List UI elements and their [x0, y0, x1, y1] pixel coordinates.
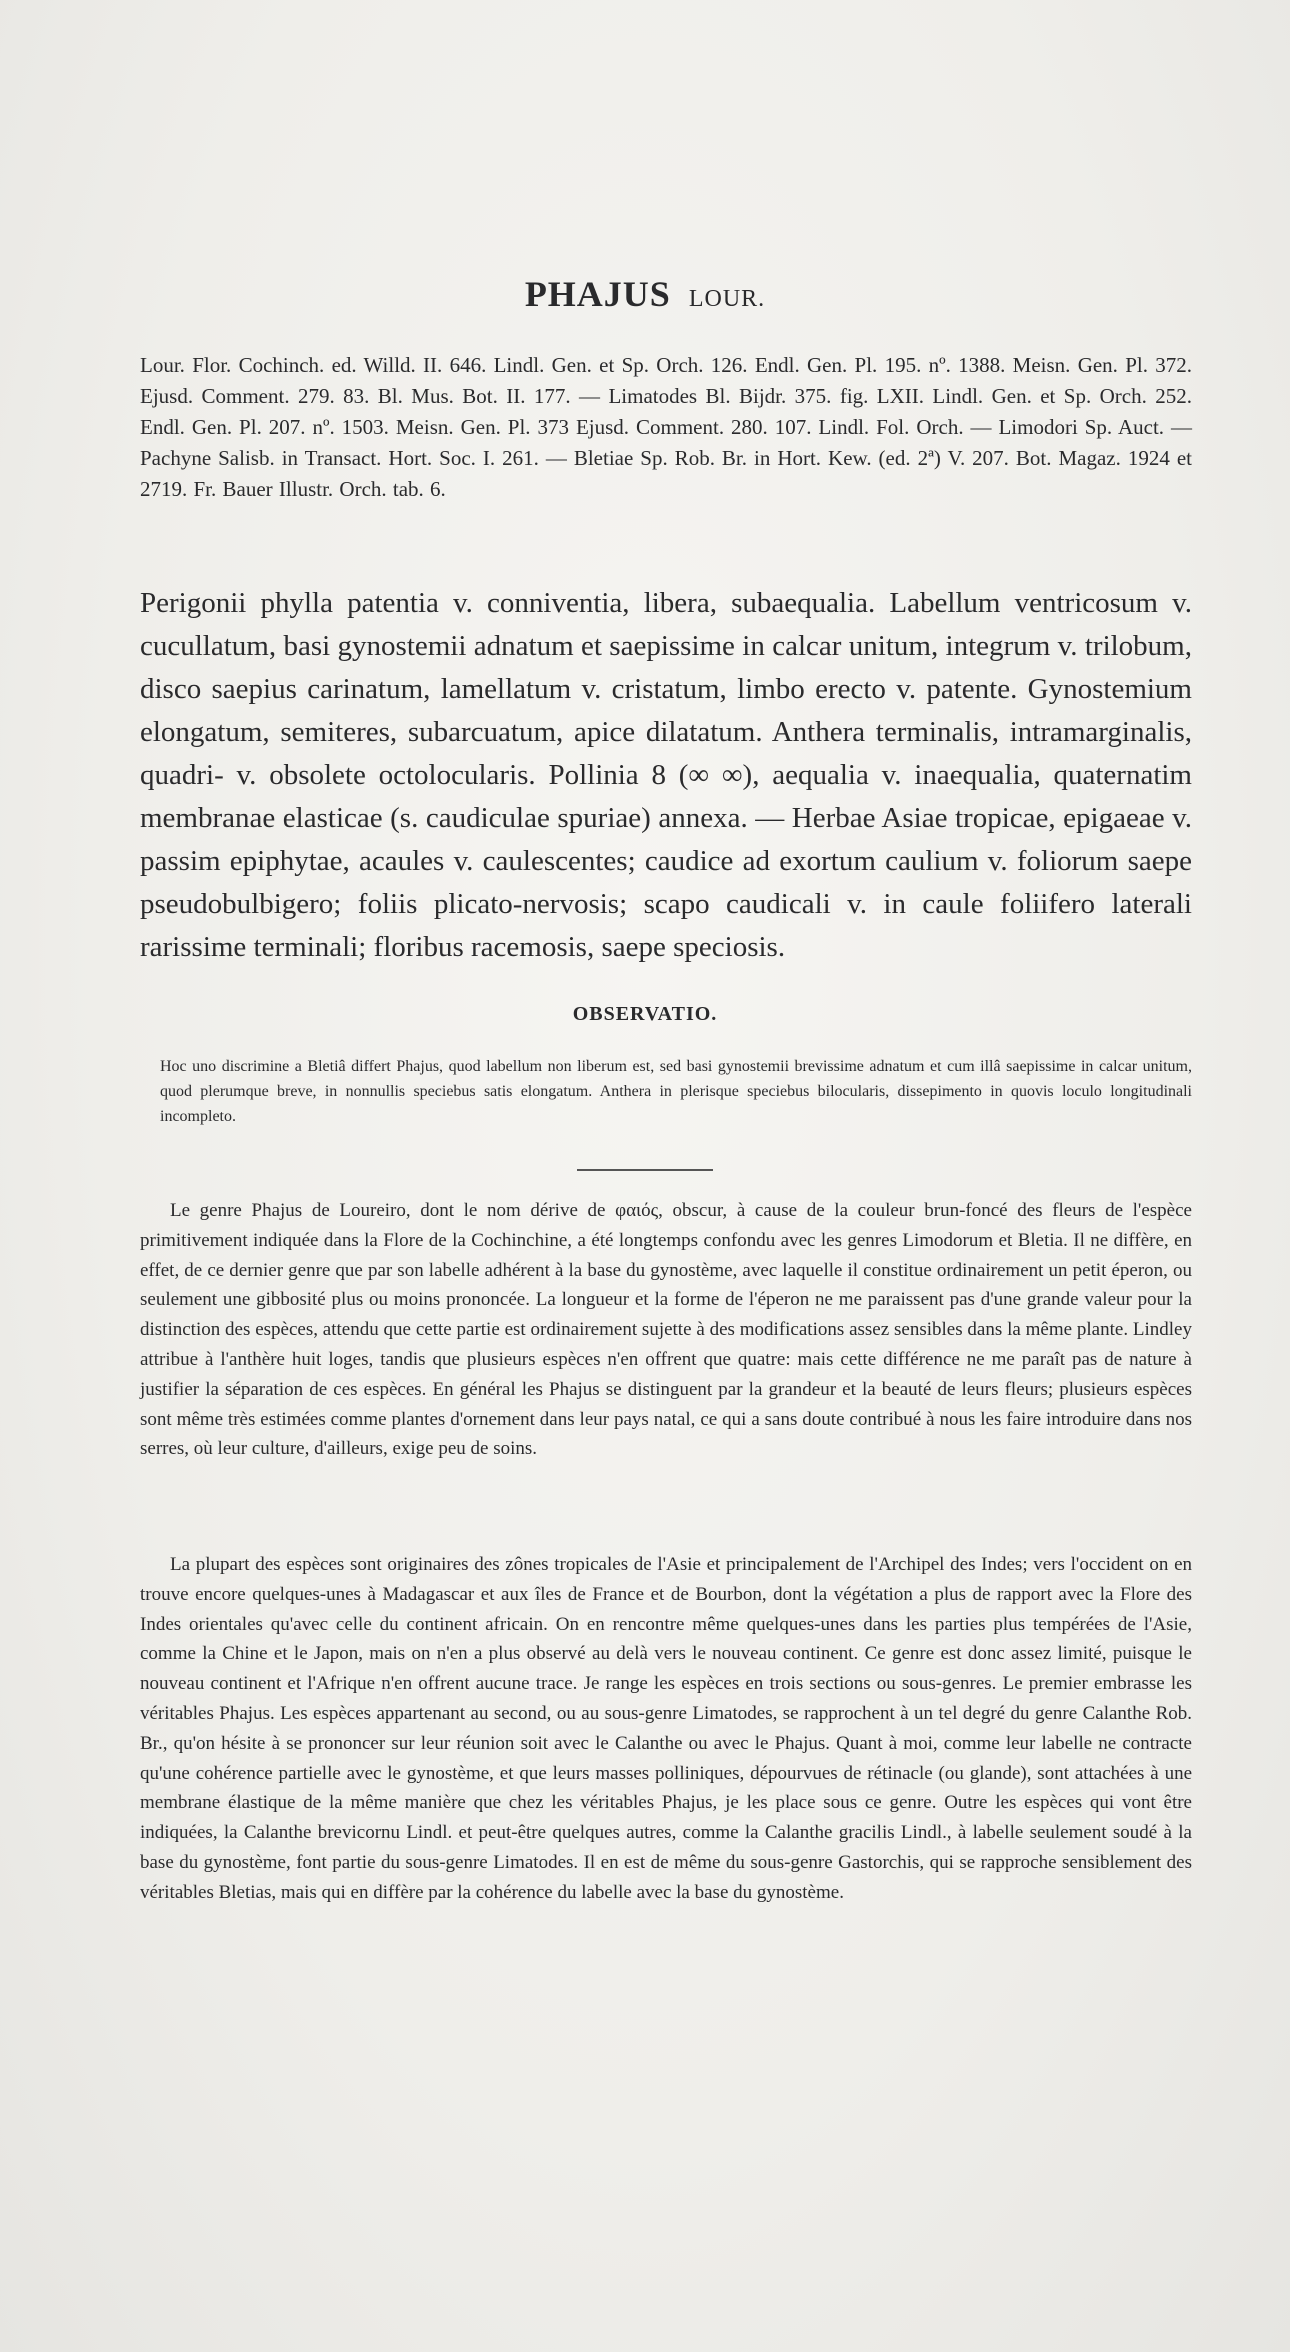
- genus-title: [0, 272, 1290, 321]
- commentary-paragraph-2: La plupart des espèces sont originaires des zônes tropicales de l'Asie et principalement de l'Archipel des Indes; vers l'occident on en trouve encore quelques-unes à Madagascar et aux îles de France et de Bourbon, dont la végétation a plus de rapport avec la Flore des Indes orientales qu'avec celle du continent africain. On en rencontre même quelques-unes dans les parties plus tempérées de l'Asie, comme la Chine et le Japon, mais on n'en a plus observé au delà vers le nouveau continent. Ce genre est donc assez limité, puisque le nouveau continent et l'Afrique n'en offrent aucune trace. Je range les espèces en trois sections ou sous-genres. Le premier embrasse les véritables Phajus. Les espèces appartenant au second, ou au sous-genre Limatodes, se rapprochent à un tel degré du genre Calanthe Rob. Br., qu'on hésite à se prononcer sur leur réunion soit avec le Calanthe ou avec le Phajus. Quant à moi, comme leur labelle ne contracte qu'une cohérence partielle avec le gynostème, et que leurs masses polliniques, dépourvues de rétinacle (ou glande), sont attachées à une membrane élastique de la même manière que chez les véritables Phajus, je les place sous ce genre. Outre les espèces qui vont être indiquées, la Calanthe brevicornu Lindl. et peut-être quelques autres, comme la Calanthe gracilis Lindl., à labelle seulement soudé à la base du gynostème, font partie du sous-genre Limatodes. Il en est de même du sous-genre Gastorchis, qui se rapproche sensiblement des véritables Bletias, mais qui en diffère par la cohérence du labelle avec la base du gynostème.: [140, 1554, 1192, 1903]
- section-divider: [577, 1169, 713, 1171]
- genus-name: PHAJUS: [524, 274, 671, 314]
- observatio-text: Hoc uno discrimine a Bletiâ differt Phajus, quod labellum non liberum est, sed basi gynostemii brevissime adnatum et cum illâ saepissime in calcar unitum, quod plerumque breve, in nonnullis speciebus satis elongatum. Anthera in plerisque speciebus bilocularis, dissepimento in quovis loculo longitudinali incompleto.: [160, 1058, 1192, 1125]
- latin-diagnosis: Perigonii phylla patentia v. conniventia, libera, subaequalia. Labellum ventricosum v. cucullatum, basi gynostemii adnatum et saepissime in calcar unitum, integrum v. trilobum, disco saepius carinatum, lamellatum v. cristatum, limbo erecto v. patente. Gynostemium elongatum, semiteres, subarcuatum, apice dilatatum. Anthera terminalis, intramarginalis, quadri- v. obsolete octolocularis. Pollinia 8 (∞ ∞), aequalia v. inaequalia, quaternatim membranae elasticae (s. caudiculae spuriae) annexa. — Herbae Asiae tropicae, epigaeae v. passim epiphytae, acaules v. caulescentes; caudice ad exortum caulium v. foliorum saepe pseudobulbigero; foliis plicato-nervosis; scapo caudicali v. in caule foliifero laterali rarissime terminali; floribus racemosis, saepe speciosis.: [140, 587, 1192, 963]
- observatio-heading: OBSERVATIO.: [572, 1003, 718, 1025]
- commentary-paragraph-1: Le genre Phajus de Loureiro, dont le nom dérive de φαιός, obscur, à cause de la couleur brun-foncé des fleurs de l'espèce primitivement indiquée dans la Flore de la Cochinchine, a été longtemps confondu avec les genres Limodorum et Bletia. Il ne diffère, en effet, de ce dernier genre que par son labelle adhérent à la base du gynostème, avec laquelle il constitue ordinairement un petit éperon, ou seulement une gibbosité plus ou moins prononcée. La longueur et la forme de l'éperon ne me paraissent pas d'une grande valeur pour la distinction des espèces, attendu que cette partie est ordinairement sujette à des modifications assez sensibles dans la même plante. Lindley attribue à l'anthère huit loges, tandis que plusieurs espèces n'en offrent que quatre: mais cette différence ne me paraît pas de nature à justifier la séparation de ces espèces. En général les Phajus se distinguent par la grandeur et la beauté de leurs fleurs; plusieurs espèces sont même très estimées comme plantes d'ornement dans leur pays natal, ce qui a sans doute contribué à nous les faire introduire dans nos serres, où leur culture, d'ailleurs, exige peu de soins.: [140, 1200, 1192, 1460]
- genus-author: LOUR.: [688, 286, 766, 312]
- bibliographic-references: Lour. Flor. Cochinch. ed. Willd. II. 646. Lindl. Gen. et Sp. Orch. 126. Endl. Gen. Pl. 195. nº. 1388. Meisn. Gen. Pl. 372. Ejusd. Comment. 279. 83. Bl. Mus. Bot. II. 177. — Limatodes Bl. Bijdr. 375. fig. LXII. Lindl. Gen. et Sp. Orch. 252. Endl. Gen. Pl. 207. nº. 1503. Meisn. Gen. Pl. 373 Ejusd. Comment. 280. 107. Lindl. Fol. Orch. — Limodori Sp. Auct. — Pachyne Salisb. in Transact. Hort. Soc. I. 261. — Bletiae Sp. Rob. Br. in Hort. Kew. (ed. 2ª) V. 207. Bot. Magaz. 1924 et 2719. Fr. Bauer Illustr. Orch. tab. 6.: [140, 353, 1192, 501]
